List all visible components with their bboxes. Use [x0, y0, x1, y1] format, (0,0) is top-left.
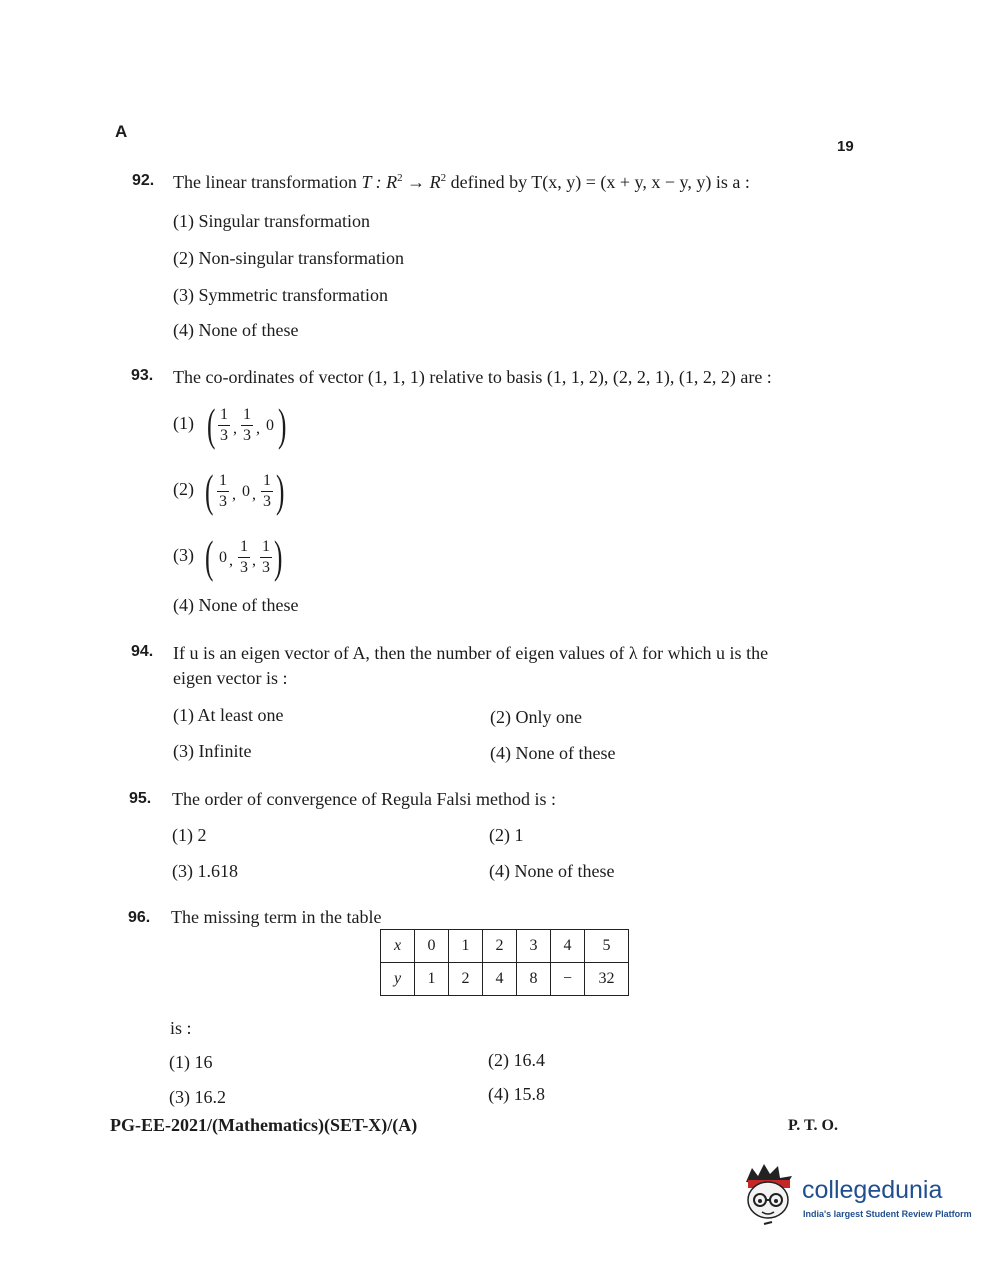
table-cell: 3	[517, 930, 551, 963]
q93-option-3-zero: 0	[219, 549, 227, 566]
question-text-93: The co-ordinates of vector (1, 1, 1) relative to basis (1, 1, 2), (2, 2, 1), (1, 2, 2) are :	[173, 367, 772, 387]
frac-denominator: 3	[219, 493, 227, 510]
q93-option-2-frac-1	[217, 473, 229, 510]
collegedunia-mascot-icon	[740, 1160, 800, 1226]
frac-denominator: 3	[220, 427, 228, 444]
q95-option-3: (3) 1.618	[172, 861, 238, 881]
table-cell-missing: −	[551, 963, 585, 996]
question-text-94-line1: If u is an eigen vector of A, then the number of eigen values of λ for which u is the	[173, 643, 769, 663]
q93-option-2-zero: 0	[242, 483, 250, 500]
q93-option-1-frac-1	[218, 407, 230, 444]
q96-option-1: (1) 16	[169, 1052, 213, 1072]
question-text-94-line2: eigen vector is :	[173, 668, 288, 688]
question-text-95: The order of convergence of Regula Falsi method is :	[172, 789, 557, 809]
table-header-x: x	[381, 930, 415, 963]
q93-option-1-open-paren: (	[207, 399, 216, 450]
q93-option-2-label: (2)	[173, 479, 194, 499]
q93-option-1-comma-2: ,	[256, 420, 260, 437]
q93-option-2-comma-1: ,	[232, 486, 236, 503]
table-cell: 5	[585, 930, 629, 963]
q94-option-1: (1) At least one	[173, 705, 284, 725]
table-cell: 4	[483, 963, 517, 996]
frac-numerator: 1	[219, 472, 227, 489]
frac-numerator: 1	[240, 538, 248, 555]
question-number-96: 96.	[128, 909, 151, 926]
q93-option-2-close-paren: )	[276, 465, 285, 516]
q93-option-3-open-paren: (	[205, 531, 214, 582]
page-number: 19	[837, 138, 854, 155]
table-cell: 1	[415, 963, 449, 996]
frac-denominator: 3	[243, 427, 251, 444]
values-table	[380, 929, 629, 996]
q93-option-2-comma-2: ,	[252, 486, 256, 503]
q96-option-4: (4) 15.8	[488, 1084, 545, 1104]
question-number-92: 92.	[132, 172, 155, 189]
q92-exp-2: 2	[440, 172, 447, 184]
q95-option-2: (2) 1	[489, 825, 524, 845]
question-number-95: 95.	[129, 790, 152, 807]
collegedunia-wordmark: collegedunia	[802, 1176, 943, 1204]
q93-option-1-frac-2	[241, 407, 253, 444]
q92-map-T: T : R	[361, 172, 398, 192]
q92-exp-1: 2	[397, 172, 403, 184]
table-row-y	[381, 963, 629, 996]
q93-option-1-label: (1)	[173, 413, 194, 433]
q95-option-4: (4) None of these	[489, 861, 615, 881]
table-row-x	[381, 930, 629, 963]
q93-option-3-comma-2: ,	[252, 552, 256, 569]
frac-numerator: 1	[243, 406, 251, 423]
table-cell: 0	[415, 930, 449, 963]
q92-option-1: (1) Singular transformation	[173, 211, 370, 231]
q96-option-3: (3) 16.2	[169, 1087, 226, 1107]
table-header-y: y	[381, 963, 415, 996]
table-cell: 2	[483, 930, 517, 963]
q92-arrow: → R	[402, 172, 441, 192]
set-letter: A	[115, 122, 128, 141]
q93-option-3-frac-1	[238, 539, 250, 576]
q93-option-1-comma-1: ,	[233, 420, 237, 437]
q94-option-3: (3) Infinite	[173, 741, 252, 761]
question-text-92	[173, 172, 750, 193]
q93-option-1-close-paren: )	[278, 399, 287, 450]
table-cell: 32	[585, 963, 629, 996]
question-number-94: 94.	[131, 643, 154, 660]
q94-option-2: (2) Only one	[490, 707, 582, 727]
question-number-93: 93.	[131, 367, 154, 384]
q93-option-4: (4) None of these	[173, 595, 299, 615]
frac-numerator: 1	[263, 472, 271, 489]
q93-option-2-frac-2	[261, 473, 273, 510]
table-cell: 2	[449, 963, 483, 996]
q92-option-4: (4) None of these	[173, 320, 299, 340]
q92-text-suffix: defined by T(x, y) = (x + y, x − y, y) is a :	[446, 172, 750, 192]
q94-option-4: (4) None of these	[490, 743, 616, 763]
q92-text-prefix: The linear transformation	[173, 172, 362, 192]
table-cell: 4	[551, 930, 585, 963]
frac-numerator: 1	[262, 538, 270, 555]
frac-denominator: 3	[263, 493, 271, 510]
q93-option-3-close-paren: )	[274, 531, 283, 582]
frac-denominator: 3	[262, 559, 270, 576]
frac-denominator: 3	[240, 559, 248, 576]
q92-option-3: (3) Symmetric transformation	[173, 285, 388, 305]
q95-option-1: (1) 2	[172, 825, 207, 845]
q93-option-1-zero: 0	[266, 417, 274, 434]
paper-code: PG-EE-2021/(Mathematics)(SET-X)/(A)	[110, 1115, 418, 1135]
q93-option-3-label: (3)	[173, 545, 194, 565]
pto-label: P. T. O.	[788, 1117, 838, 1134]
q96-option-2: (2) 16.4	[488, 1050, 545, 1070]
question-text-96: The missing term in the table	[171, 907, 382, 927]
table-cell: 1	[449, 930, 483, 963]
q93-option-3-comma-1: ,	[229, 552, 233, 569]
table-cell: 8	[517, 963, 551, 996]
q92-option-2: (2) Non-singular transformation	[173, 248, 404, 268]
q93-option-3-frac-2	[260, 539, 272, 576]
collegedunia-tagline: India's largest Student Review Platform	[803, 1209, 972, 1219]
q96-is-text: is :	[170, 1018, 192, 1038]
frac-numerator: 1	[220, 406, 228, 423]
q93-option-2-open-paren: (	[205, 465, 214, 516]
